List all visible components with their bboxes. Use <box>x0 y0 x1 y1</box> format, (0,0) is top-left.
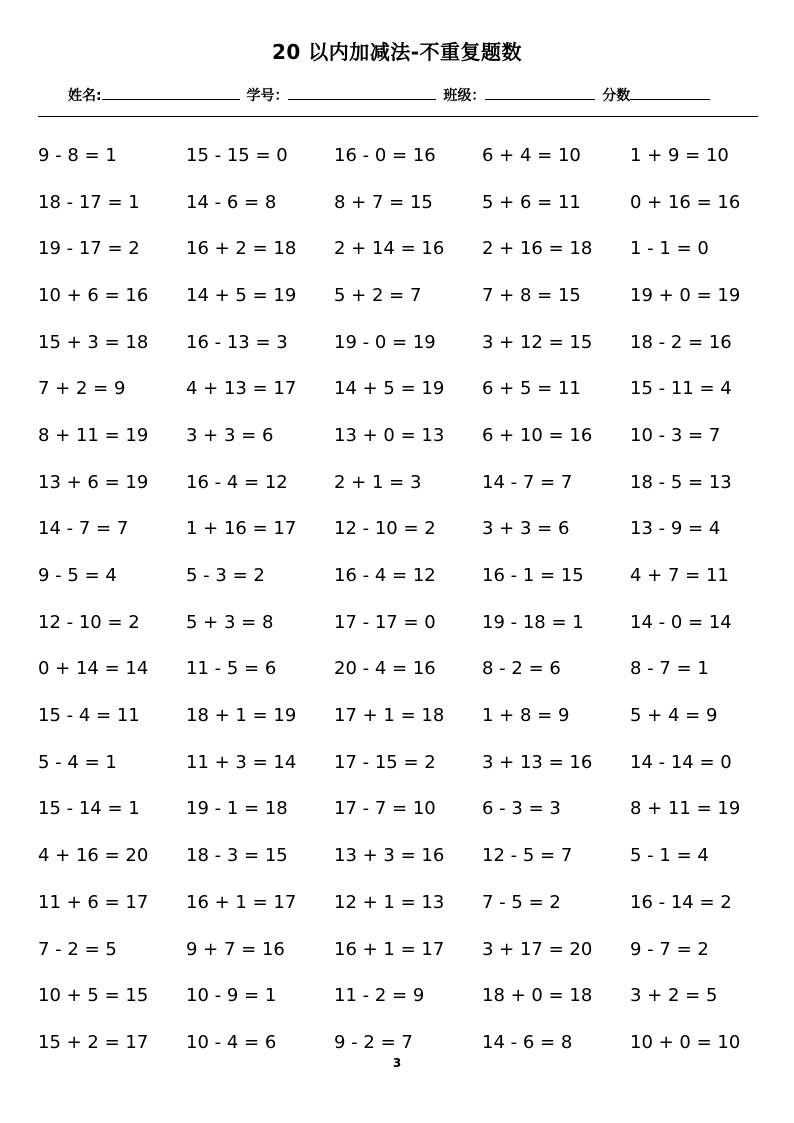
problem-row <box>38 506 778 553</box>
problem-item: 5 - 1 = 4 <box>630 845 709 867</box>
problem-item: 14 - 7 = 7 <box>482 471 573 493</box>
problem-item: 16 + 1 = 17 <box>334 938 445 960</box>
problem-row <box>38 132 778 179</box>
problem-item: 10 - 3 = 7 <box>630 424 721 446</box>
problem-item: 16 - 14 = 2 <box>630 891 732 913</box>
problem-row <box>38 692 778 739</box>
problem-item: 2 + 16 = 18 <box>482 238 593 260</box>
problem-item: 3 + 13 = 16 <box>482 751 593 773</box>
problem-item: 6 - 3 = 3 <box>482 798 561 820</box>
problem-item: 5 + 2 = 7 <box>334 284 422 306</box>
problem-item: 18 - 5 = 13 <box>630 471 732 493</box>
problem-row <box>38 319 778 366</box>
problem-row <box>38 972 778 1019</box>
problem-item: 15 - 11 = 4 <box>630 378 732 400</box>
problem-item: 9 - 5 = 4 <box>38 565 117 587</box>
page-title: 20 以内加减法-不重复题数 <box>271 40 523 64</box>
problem-item: 7 + 2 = 9 <box>38 378 126 400</box>
problem-item: 14 - 14 = 0 <box>630 751 732 773</box>
problem-item: 15 - 4 = 11 <box>38 705 140 727</box>
problem-item: 12 - 10 = 2 <box>334 518 436 540</box>
problem-item: 2 + 14 = 16 <box>334 238 445 260</box>
problem-item: 8 + 11 = 19 <box>38 424 149 446</box>
problem-item: 0 + 16 = 16 <box>630 191 741 213</box>
header-divider <box>38 116 758 117</box>
problem-item: 16 - 4 = 12 <box>186 471 288 493</box>
problem-item: 8 + 11 = 19 <box>630 798 741 820</box>
problem-item: 9 - 7 = 2 <box>630 938 709 960</box>
problem-item: 16 - 1 = 15 <box>482 565 584 587</box>
problem-item: 16 - 13 = 3 <box>186 331 288 353</box>
problem-item: 19 - 17 = 2 <box>38 238 140 260</box>
class-label: 班级： <box>443 88 486 104</box>
problem-item: 5 - 4 = 1 <box>38 751 117 773</box>
problem-item: 0 + 14 = 14 <box>38 658 149 680</box>
problem-item: 19 - 18 = 1 <box>482 611 584 633</box>
problem-row <box>38 786 778 833</box>
problem-item: 17 - 17 = 0 <box>334 611 436 633</box>
problem-item: 20 - 4 = 16 <box>334 658 436 680</box>
problem-item: 13 - 9 = 4 <box>630 518 721 540</box>
problem-item: 15 - 15 = 0 <box>186 144 288 166</box>
problem-item: 10 + 0 = 10 <box>630 1031 741 1053</box>
problem-item: 6 + 4 = 10 <box>482 144 581 166</box>
problem-item: 12 + 1 = 13 <box>334 891 445 913</box>
problem-item: 16 + 2 = 18 <box>186 238 297 260</box>
student-info-row <box>68 85 712 105</box>
problem-item: 17 + 1 = 18 <box>334 705 445 727</box>
problem-item: 8 - 2 = 6 <box>482 658 561 680</box>
problem-row <box>38 552 778 599</box>
problem-item: 17 - 15 = 2 <box>334 751 436 773</box>
problem-row <box>38 832 778 879</box>
problem-item: 15 - 14 = 1 <box>38 798 140 820</box>
problem-item: 9 + 7 = 16 <box>186 938 285 960</box>
problem-row <box>38 179 778 226</box>
problem-item: 6 + 10 = 16 <box>482 424 593 446</box>
problem-item: 4 + 7 = 11 <box>630 565 729 587</box>
problem-item: 19 - 1 = 18 <box>186 798 288 820</box>
problem-row <box>38 412 778 459</box>
problem-item: 11 - 2 = 9 <box>334 985 425 1007</box>
problem-row <box>38 225 778 272</box>
problem-item: 5 + 4 = 9 <box>630 705 718 727</box>
problem-item: 11 + 6 = 17 <box>38 891 149 913</box>
problem-item: 17 - 7 = 10 <box>334 798 436 820</box>
problem-item: 11 + 3 = 14 <box>186 751 297 773</box>
problem-item: 14 - 0 = 14 <box>630 611 732 633</box>
problem-row <box>38 739 778 786</box>
problem-item: 7 - 2 = 5 <box>38 938 117 960</box>
problem-item: 12 - 5 = 7 <box>482 845 573 867</box>
problem-item: 2 + 1 = 3 <box>334 471 422 493</box>
problem-item: 14 + 5 = 19 <box>186 284 297 306</box>
problem-item: 4 + 13 = 17 <box>186 378 297 400</box>
problem-row <box>38 365 778 412</box>
problem-item: 3 + 17 = 20 <box>482 938 593 960</box>
problem-row <box>38 879 778 926</box>
problem-item: 18 + 0 = 18 <box>482 985 593 1007</box>
score-label: 分数 <box>602 88 631 104</box>
problem-grid <box>38 132 778 1066</box>
student-id-blank[interactable] <box>288 85 436 100</box>
problem-item: 15 + 2 = 17 <box>38 1031 149 1053</box>
problem-item: 1 + 9 = 10 <box>630 144 729 166</box>
page-number: 3 <box>392 1056 402 1070</box>
student-id-label: 学号： <box>246 88 289 104</box>
problem-item: 14 - 7 = 7 <box>38 518 129 540</box>
problem-item: 5 - 3 = 2 <box>186 565 265 587</box>
problem-item: 4 + 16 = 20 <box>38 845 149 867</box>
problem-item: 14 - 6 = 8 <box>186 191 277 213</box>
problem-item: 13 + 0 = 13 <box>334 424 445 446</box>
problem-item: 7 + 8 = 15 <box>482 284 581 306</box>
problem-item: 10 - 4 = 6 <box>186 1031 277 1053</box>
problem-item: 16 + 1 = 17 <box>186 891 297 913</box>
problem-item: 9 - 8 = 1 <box>38 144 117 166</box>
problem-item: 5 + 3 = 8 <box>186 611 274 633</box>
problem-item: 8 + 7 = 15 <box>334 191 433 213</box>
name-label: 姓名: <box>68 88 102 104</box>
problem-item: 18 - 17 = 1 <box>38 191 140 213</box>
problem-item: 16 - 0 = 16 <box>334 144 436 166</box>
problem-item: 10 + 6 = 16 <box>38 284 149 306</box>
problem-item: 12 - 10 = 2 <box>38 611 140 633</box>
problem-item: 7 - 5 = 2 <box>482 891 561 913</box>
problem-item: 1 + 16 = 17 <box>186 518 297 540</box>
problem-row <box>38 459 778 506</box>
problem-item: 3 + 3 = 6 <box>482 518 570 540</box>
problem-item: 19 - 0 = 19 <box>334 331 436 353</box>
problem-item: 18 + 1 = 19 <box>186 705 297 727</box>
problem-item: 6 + 5 = 11 <box>482 378 581 400</box>
problem-item: 1 - 1 = 0 <box>630 238 709 260</box>
problem-row <box>38 599 778 646</box>
problem-item: 16 - 4 = 12 <box>334 565 436 587</box>
problem-item: 10 - 9 = 1 <box>186 985 277 1007</box>
problem-item: 18 - 2 = 16 <box>630 331 732 353</box>
problem-item: 10 + 5 = 15 <box>38 985 149 1007</box>
problem-item: 1 + 8 = 9 <box>482 705 570 727</box>
problem-item: 19 + 0 = 19 <box>630 284 741 306</box>
problem-item: 8 - 7 = 1 <box>630 658 709 680</box>
problem-item: 3 + 3 = 6 <box>186 424 274 446</box>
problem-item: 3 + 2 = 5 <box>630 985 718 1007</box>
problem-row <box>38 926 778 973</box>
class-blank[interactable] <box>485 85 595 100</box>
name-blank[interactable] <box>102 85 240 100</box>
problem-item: 11 - 5 = 6 <box>186 658 277 680</box>
problem-item: 9 - 2 = 7 <box>334 1031 413 1053</box>
problem-row <box>38 646 778 693</box>
problem-item: 3 + 12 = 15 <box>482 331 593 353</box>
problem-item: 14 + 5 = 19 <box>334 378 445 400</box>
problem-item: 15 + 3 = 18 <box>38 331 149 353</box>
problem-item: 13 + 6 = 19 <box>38 471 149 493</box>
problem-row <box>38 272 778 319</box>
problem-item: 18 - 3 = 15 <box>186 845 288 867</box>
problem-item: 13 + 3 = 16 <box>334 845 445 867</box>
score-blank[interactable] <box>630 85 710 100</box>
problem-item: 14 - 6 = 8 <box>482 1031 573 1053</box>
problem-item: 5 + 6 = 11 <box>482 191 581 213</box>
